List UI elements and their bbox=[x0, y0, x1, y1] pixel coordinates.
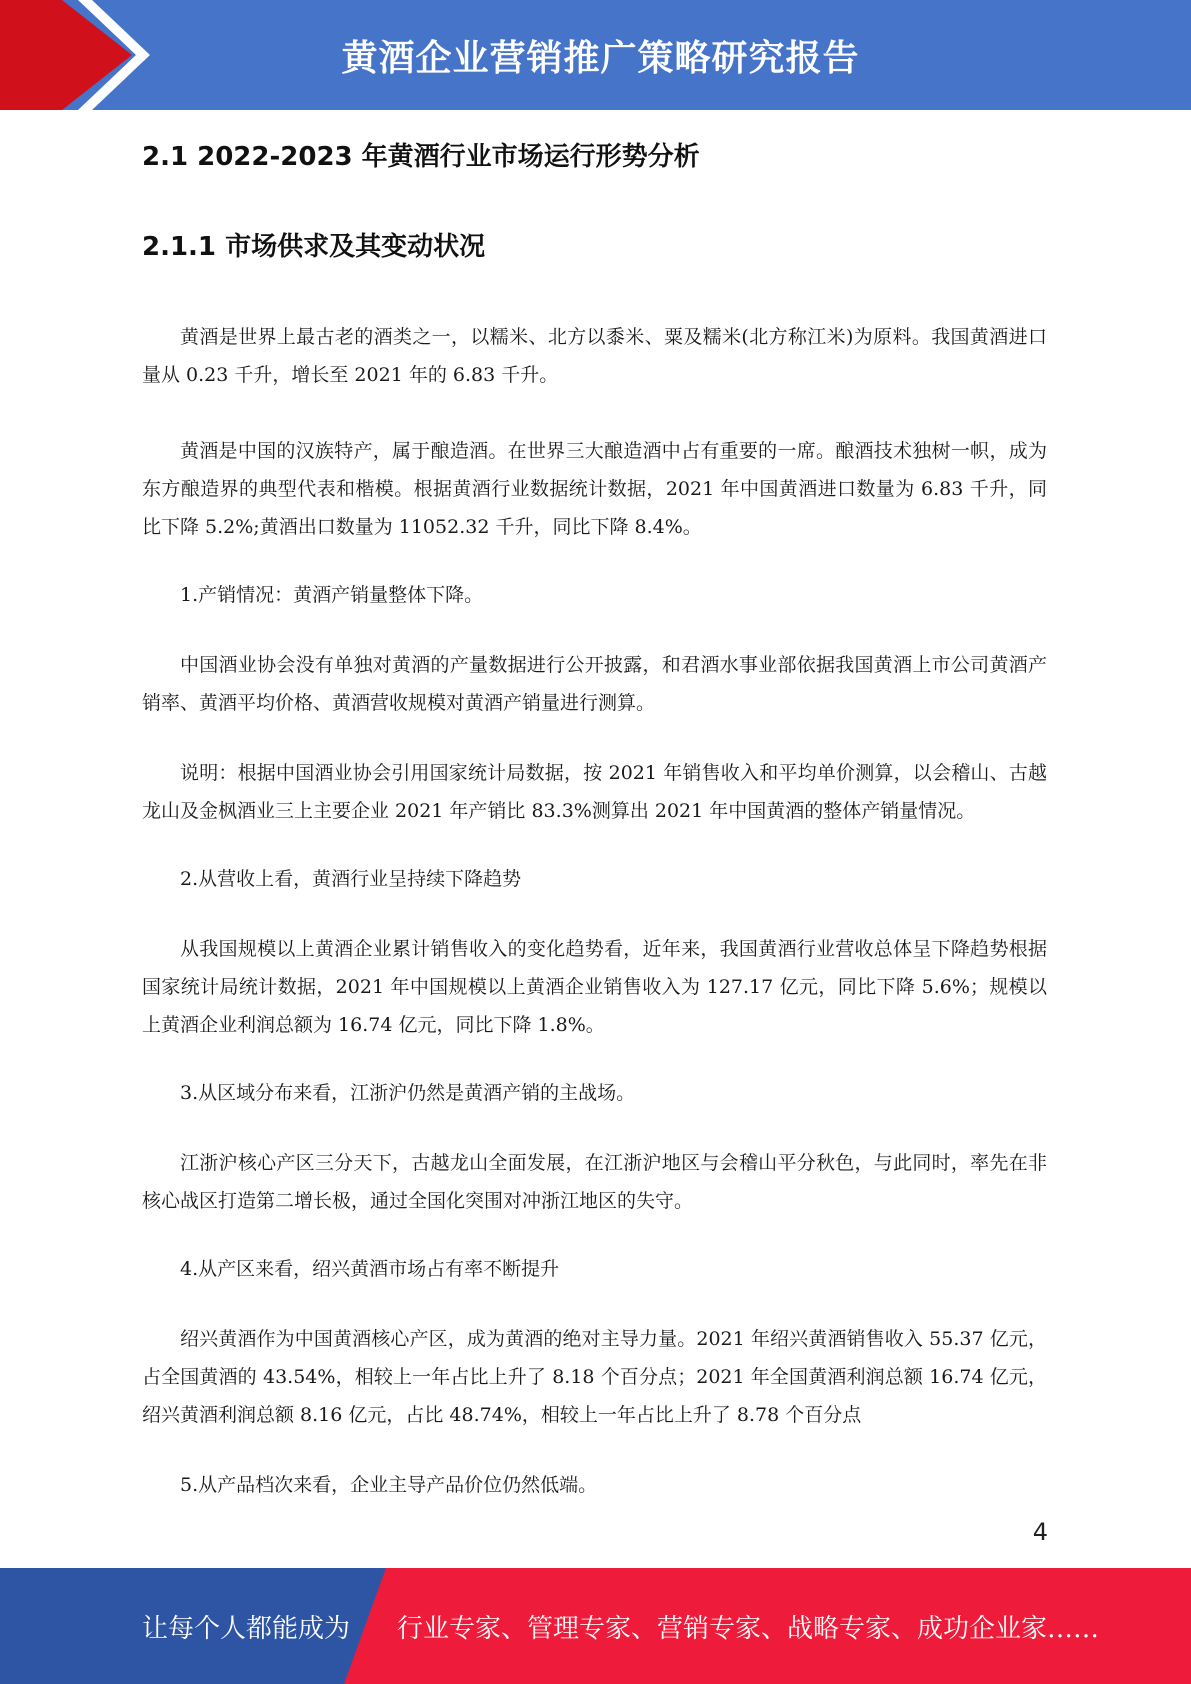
paragraph-overview: 黄酒是中国的汉族特产，属于酿造酒。在世界三大酿造酒中占有重要的一席。酿酒技术独树一帜，成为东方酿造界的典型代表和楷模。根据黄酒行业数据统计数据，2021 年中国黄酒进口数量为 6.83 千升，同比下降 5.2%;黄酒出口数量为 11052.32 千升，同比下降 8.4%。 bbox=[142, 440, 1047, 538]
subsection-heading: 2.1.1 市场供求及其变动状况 bbox=[142, 232, 486, 262]
list-item-region: 3.从区域分布来看，江浙沪仍然是黄酒产销的主战场。 bbox=[180, 1082, 636, 1104]
footer-slogan-left: 让每个人都能成为 bbox=[142, 1613, 351, 1644]
report-title: 黄酒企业营销推广策略研究报告 bbox=[341, 37, 860, 79]
page-header bbox=[0, 0, 1191, 110]
footer-slogan-right: 行业专家、管理专家、营销专家、战略专家、成功企业家…… bbox=[397, 1613, 1100, 1644]
paragraph-intro: 黄酒是世界上最古老的酒类之一，以糯米、北方以黍米、粟及糯米(北方称江米)为原料。我国黄酒进口量从 0.23 千升，增长至 2021 年的 6.83 千升。 bbox=[142, 326, 1047, 386]
section-heading: 2.1 2022-2023 年黄酒行业市场运行形势分析 bbox=[142, 142, 700, 172]
paragraph-note: 说明：根据中国酒业协会引用国家统计局数据，按 2021 年销售收入和平均单价测算，以会稽山、古越龙山及金枫酒业三上主要企业 2021 年产销比 83.3%测算出 2021 年中国黄酒的整体产销量情况。 bbox=[142, 762, 1047, 822]
page-footer bbox=[0, 1568, 1191, 1684]
paragraph-revenue: 从我国规模以上黄酒企业累计销售收入的变化趋势看，近年来，我国黄酒行业营收总体呈下降趋势根据国家统计局统计数据，2021 年中国规模以上黄酒企业销售收入为 127.17 亿元，同比下降 5.6%；规模以上黄酒企业利润总额为 16.74 亿元，同比下降 1.8%。 bbox=[142, 938, 1047, 1036]
list-item-origin: 4.从产区来看，绍兴黄酒市场占有率不断提升 bbox=[180, 1258, 560, 1280]
paragraph-region: 江浙沪核心产区三分天下，古越龙山全面发展，在江浙沪地区与会稽山平分秋色，与此同时，率先在非核心战区打造第二增长极，通过全国化突围对冲浙江地区的失守。 bbox=[142, 1152, 1047, 1212]
list-item-product-tier: 5.从产品档次来看，企业主导产品价位仍然低端。 bbox=[180, 1474, 598, 1496]
list-item-production-sales: 1.产销情况：黄酒产销量整体下降。 bbox=[180, 584, 484, 606]
document-body bbox=[142, 124, 1047, 1504]
paragraph-association: 中国酒业协会没有单独对黄酒的产量数据进行公开披露，和君酒水事业部依据我国黄酒上市公司黄酒产销率、黄酒平均价格、黄酒营收规模对黄酒产销量进行测算。 bbox=[142, 654, 1047, 714]
list-item-revenue: 2.从营收上看，黄酒行业呈持续下降趋势 bbox=[180, 868, 522, 890]
paragraph-shaoxing: 绍兴黄酒作为中国黄酒核心产区，成为黄酒的绝对主导力量。2021 年绍兴黄酒销售收入 55.37 亿元，占全国黄酒的 43.54%，相较上一年占比上升了 8.18 个百分点；2021 年全国黄酒利润总额 16.74 亿元，绍兴黄酒利润总额 8.16 亿元，占比 48.74%，相较上一年占比上升了 8.78 个百分点 bbox=[142, 1328, 1047, 1426]
page-number: 4 bbox=[1032, 1518, 1048, 1546]
